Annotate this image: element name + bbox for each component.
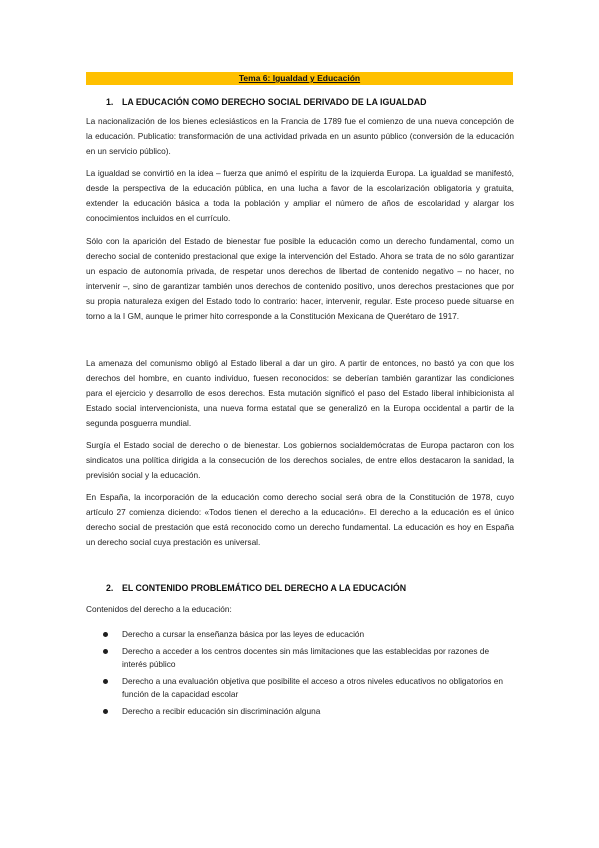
document-title: Tema 6: Igualdad y Educación bbox=[86, 72, 513, 85]
paragraph-2: La igualdad se convirtió en la idea – fuerza que animó el espíritu de la izquierda Europa. La igualdad se manifestó, desde la perspectiva de la educación pública, en una lucha a favor de la escolarización obligatoria y gratuita, extender la educación básica a toda la población y ampliar el número de años de escolaridad y alargar los conocimientos incluidos en el currículo. bbox=[86, 168, 514, 223]
paragraph-5: Surgía el Estado social de derecho o de bienestar. Los gobiernos socialdemócratas de Europa pactaron con los sindicatos una política dirigida a la consecución de los derechos sociales, de entre ellos destacaron la sanidad, la previsión social y la educación. bbox=[86, 440, 514, 480]
paragraph-3: Sólo con la aparición del Estado de bienestar fue posible la educación como un derecho fundamental, como un derecho social de contenido prestacional que exige la intervención del Estado. Ahora se trata de no sólo garantizar un espacio de autonomía privada, de respetar unos derechos de libertad de contenido negativo – no hacer, no intervenir –, sino de garantizar también unos derechos de contenido positivo, unos derechos prestaciones que por su propia naturaleza exigen del Estado todo lo contrario: hacer, intervenir, regular. Este proceso puede situarse en torno a la I GM, aunque le primer hito corresponde a la Constitución Mexicana de Querétaro de 1917. bbox=[86, 236, 514, 321]
list-item-text: Derecho a una evaluación objetiva que posibilite el acceso a otros niveles educativos no obligatorios en función de la capacidad escolar bbox=[122, 675, 503, 699]
paragraph-6: En España, la incorporación de la educación como derecho social será obra de la Constitución de 1978, cuyo artículo 27 comienza diciendo: «Todos tienen el derecho a la educación». El derecho a la educación es el único derecho social de prestación que está reconocido como un derecho fundamental. La educación es hoy en España un derecho social cuya prestación es universal. bbox=[86, 492, 514, 547]
list-item bbox=[86, 705, 514, 719]
section-1-number: 1. bbox=[106, 97, 114, 107]
section-1-title: LA EDUCACIÓN COMO DERECHO SOCIAL DERIVADO DE LA IGUALDAD bbox=[122, 97, 427, 107]
rights-list bbox=[86, 628, 514, 721]
list-item bbox=[86, 645, 514, 672]
list-item-text: Derecho a acceder a los centros docentes sin más limitaciones que las establecidas por razones de interés público bbox=[122, 645, 490, 669]
paragraph-1: La nacionalización de los bienes eclesiásticos en la Francia de 1789 fue el comienzo de una nueva concepción de la educación. Publicatio: transformación de una actividad privada en un asunto público (conversión de la educación en un servicio público). bbox=[86, 116, 514, 156]
list-item bbox=[86, 675, 514, 702]
section-2-number: 2. bbox=[106, 583, 114, 593]
section-1-heading bbox=[106, 96, 426, 108]
section-2-heading bbox=[106, 582, 406, 594]
bullet-icon bbox=[103, 649, 108, 654]
paragraph-4: La amenaza del comunismo obligó al Estado liberal a dar un giro. A partir de entonces, no bastó ya con que los derechos del hombre, en cuanto individuo, fuesen reconocidos: se deberían también garantizar las condiciones para el ejercicio y desarrollo de esos derechos. Esta mutación significó el paso del Estado liberal inhibicionista al Estado social intervencionista, una nueva forma estatal que se generalizó en la Europa occidental a partir de la segunda posguerra mundial. bbox=[86, 358, 514, 428]
section-2-title: EL CONTENIDO PROBLEMÁTICO DEL DERECHO A LA EDUCACIÓN bbox=[122, 583, 407, 593]
bullet-icon bbox=[103, 679, 108, 684]
list-item-text: Derecho a recibir educación sin discriminación alguna bbox=[122, 705, 321, 716]
bullet-icon bbox=[103, 632, 108, 637]
bullet-icon bbox=[103, 709, 108, 714]
section-2-intro: Contenidos del derecho a la educación: bbox=[86, 604, 232, 614]
list-item-text: Derecho a cursar la enseñanza básica por las leyes de educación bbox=[122, 629, 365, 639]
list-item bbox=[86, 628, 514, 642]
